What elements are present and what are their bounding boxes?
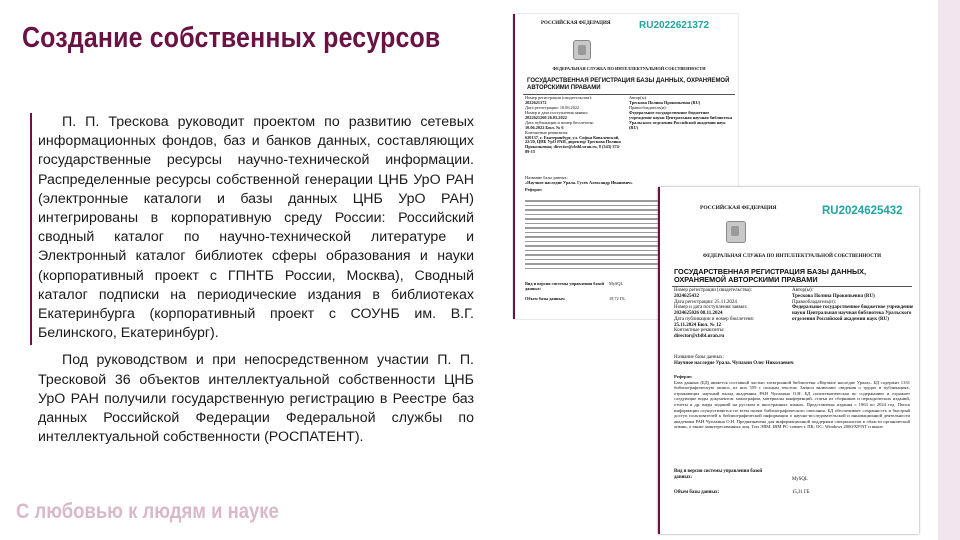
cert2-abstract-block <box>674 374 910 430</box>
cert1-dbms-value: MySQL <box>609 281 624 286</box>
slide-body <box>38 113 474 455</box>
cert2-date-reg: Дата регистрации: 25.11.2024 <box>674 299 737 305</box>
cert2-left-column <box>674 288 786 340</box>
cert1-left-column <box>525 96 625 155</box>
cert1-contact-label: Контактные реквизиты: <box>525 129 569 135</box>
cert1-size-value: 19,72 ГБ <box>609 296 625 301</box>
cert2-author-value: Трескова Полина Прокопьевна (RU) <box>792 293 875 299</box>
cert1-app-label: Номер и дата поступления заявки: <box>525 109 588 115</box>
cert2-contact-value: director@cbibl.uran.ru <box>674 334 725 339</box>
cert2-app-value: 2024625026 08.11.2024 <box>674 311 723 316</box>
cert1-abstract-label: Реферат: <box>525 186 543 192</box>
cert2-owner-value: Федеральное государственное бюджетное учреждение науки Центральная научная библиотека Уральского отделения Российской академии наук (RU) <box>792 305 914 322</box>
cert2-country: РОССИЙСКАЯ ФЕДЕРАЦИЯ <box>700 205 777 211</box>
right-accent-bar <box>938 0 960 540</box>
cert1-abstract-text <box>525 200 675 278</box>
cert2-heading: ГОСУДАРСТВЕННАЯ РЕГИСТРАЦИЯ БАЗЫ ДАННЫХ, ОХРАНЯЕМОЙ АВТОРСКИМИ ПРАВАМИ <box>674 267 866 285</box>
cert2-abstract-label: Реферат: <box>674 374 693 379</box>
cert2-reg-value: 2024625432 <box>674 293 699 299</box>
cert2-reg-label: Номер регистрации (свидетельства): <box>674 288 752 293</box>
cert2-abstract-text: База данных (БД) является составной частью электронной библиотеки «Научное наследие Урала». БД содержит 1331 библиографическую запись, из них 559 с полным текстом. Записи включают сведения о трудах и публикациях, отражающих научный вклад академика РАН Чупахина О.Н. БД политематическая по содержанию и отражает следующие виды документов: монографии, материалы конференций, статьи из сборников и периодических изданий, отчеты и др. виды изданий на русском и иностранных языках. Представлены издания с 1963 по 2024 год. Поиск информации осуществляется по всем полям библиографического описания. БД обеспечивает сохранность и быстрый доступ пользователей к библиографической информации о научно-исследовательской и инновационной деятельности академика РАН Чупахина О.Н. Предназначена для информационной поддержки специалистов в области органической химии, а также заинтересованных лиц. Тип ЭВМ: IBM PC-совмест. ПК; ОС: Windows 2000/XP/NT и выше. <box>674 379 910 430</box>
cert2-right-column <box>792 288 914 323</box>
cert1-service: ФЕДЕРАЛЬНАЯ СЛУЖБА ПО ИНТЕЛЛЕКТУАЛЬНОЙ СОБСТВЕННОСТИ <box>552 66 706 71</box>
cert2-coat-of-arms-icon <box>726 221 746 243</box>
cert2-pub-label: Дата публикации и номер бюллетеня: <box>674 316 755 322</box>
cert2-app-label: Номер и дата поступления заявки: <box>674 305 748 311</box>
cert1-owner-value: Федеральное государственное бюджетное учреждение науки Центральная научная библиотека Уральского отделения Российской академии наук (RU) <box>629 109 732 130</box>
cert2-author-label: Автор(ы): <box>792 288 814 293</box>
cert2-rule <box>672 286 912 287</box>
cert2-reg-number: RU2024625432 <box>822 205 903 217</box>
cert2-service: ФЕДЕРАЛЬНАЯ СЛУЖБА ПО ИНТЕЛЛЕКТУАЛЬНОЙ СОБСТВЕННОСТИ <box>702 254 882 259</box>
cert1-heading: ГОСУДАРСТВЕННАЯ РЕГИСТРАЦИЯ БАЗЫ ДАННЫХ, ОХРАНЯЕМОЙ АВТОРСКИМИ ПРАВАМИ <box>527 78 730 91</box>
cert1-reg-value: 2022621372 <box>525 99 547 105</box>
cert2-dbms-value: MySQL <box>792 477 808 482</box>
cert1-app-value: 2022621260 26.05.2022 <box>525 114 567 120</box>
cert1-owner-label: Правообладатель(и): <box>629 104 667 110</box>
cert1-size-label: Объем базы данных: <box>525 296 566 301</box>
cert1-name-label: Название базы данных: <box>525 175 568 180</box>
slide-title: Создание собственных ресурсов <box>22 22 441 54</box>
cert1-reg-label: Номер регистрации (свидетельства): <box>525 95 592 100</box>
slide-footer: С любовью к людям и науке <box>16 500 279 523</box>
cert2-contact-label: Контактные реквизиты: <box>674 328 725 334</box>
cert2-db-name-block <box>674 355 910 367</box>
cert2-pub-value: 25.11.2024 Бюл. № 12 <box>674 322 722 328</box>
cert2-size-label: Объем базы данных: <box>674 490 720 495</box>
cert1-pub-label: Дата публикации и номер бюллетеня: <box>525 119 594 125</box>
cert1-right-column <box>629 96 733 131</box>
cert1-country: РОССИЙСКАЯ ФЕДЕРАЦИЯ <box>541 21 611 26</box>
cert2-name-label: Название базы данных: <box>674 355 724 360</box>
cert2-dbms-label: Вид и версия системы управления базой данных: <box>674 469 763 480</box>
paragraph-accent-bar <box>30 113 32 345</box>
body-paragraph-2: Под руководством и при непосредственном участии П. П. Тресковой 36 объектов интеллектуальной собственности ЦНБ УрО РАН получили государственную регистрацию в Реестре баз данных Российской Федерации Федеральной службы по интеллектуальной собственности (РОСПАТЕНТ). <box>38 352 474 446</box>
cert1-dbms-label: Вид и версия системы управления базой данных: <box>525 281 604 291</box>
cert1-author-value: Трескова Полина Прокопьевна (RU) <box>629 99 701 105</box>
cert1-reg-number: RU2022621372 <box>639 20 710 31</box>
cert2-name-value: Научное наследие Урала. Чупахин Олег Николаевич <box>674 360 794 366</box>
cert1-contact-value: 620137, г. Екатеринбург, ул. Софьи Ковалевской, 22/20, ЦНБ УрО РАН, директор Трескова Полина Прокопьевна; director@cbibl.uran.ru, 8 (343) 374-89-15 <box>525 134 621 155</box>
cert1-name-value: «Научное наследие Урала. Гусев Александр Иванович» <box>525 179 633 185</box>
cert2-owner-label: Правообладатель(и): <box>792 299 836 305</box>
cert2-size-value: 15,31 ГБ <box>792 490 810 495</box>
cert1-date-reg: Дата регистрации: 10.06.2022 <box>525 104 580 110</box>
body-paragraph-1: П. П. Трескова руководит проектом по развитию сетевых информационных фондов, баз и банков данных, составляющих государственные ресурсы научно-технической информации. Распределенные ресурсы собственной генерации ЦНБ УрО РАН (электронные каталоги и базы данных ЦНБ УрО РАН) интегрированы в корпоративную среду России: Российский сводный каталог по научно-технической литературе и Электронный каталог библиотек сферы образования и науки (корпоративный проект с ГПНТБ России, Москва), Сводный каталог подписки на периодические издания в библиотеках Екатеринбурга (корпоративный проект с СОУНБ им. В.Г. Белинского, Екатеринбург). <box>38 114 474 342</box>
cert1-author-label: Автор(ы): <box>629 95 648 100</box>
certificate-2024 <box>658 187 919 534</box>
cert1-pub-value: 10.06.2022 Бюл. № 6 <box>525 124 564 130</box>
cert1-coat-of-arms-icon <box>573 40 591 60</box>
